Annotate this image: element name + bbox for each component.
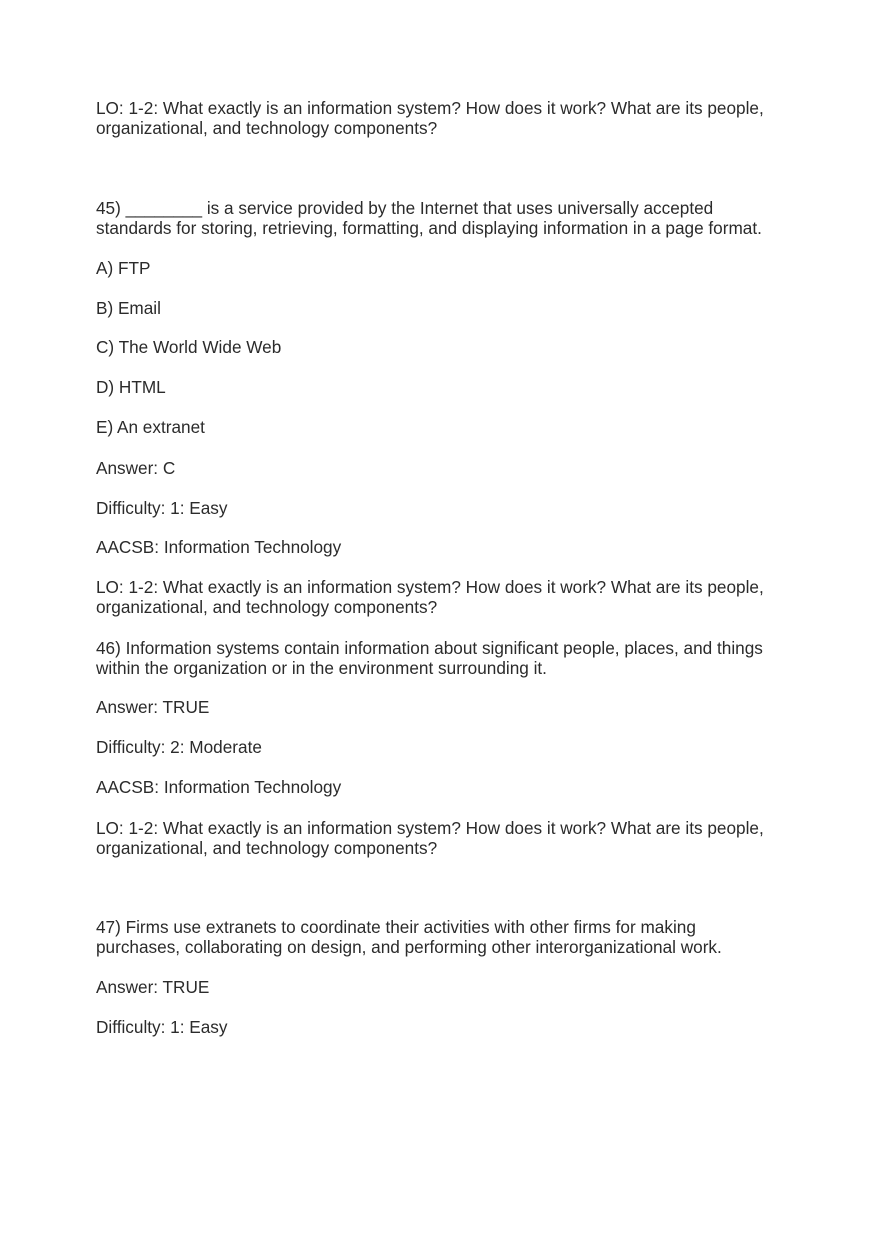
question-45-text: standards for storing, retrieving, formatting, and displaying information in a page format. [96, 218, 762, 238]
lo-text: LO: 1-2: What exactly is an information system? How does it work? What are its people, [96, 818, 764, 838]
option-d: D) HTML [96, 377, 166, 397]
question-46-text: within the organization or in the environment surrounding it. [96, 658, 547, 678]
difficulty-text: Difficulty: 1: Easy [96, 1017, 228, 1037]
question-47-text: purchases, collaborating on design, and performing other interorganizational work. [96, 937, 722, 957]
lo-text: organizational, and technology components? [96, 597, 438, 617]
answer-text: Answer: TRUE [96, 697, 210, 717]
difficulty-text: Difficulty: 1: Easy [96, 498, 228, 518]
option-c: C) The World Wide Web [96, 337, 282, 357]
lo-text: organizational, and technology components? [96, 118, 438, 138]
question-46-text: 46) Information systems contain information about significant people, places, and things [96, 638, 763, 658]
option-a: A) FTP [96, 258, 151, 278]
lo-text: organizational, and technology components? [96, 838, 438, 858]
lo-text: LO: 1-2: What exactly is an information system? How does it work? What are its people, [96, 577, 764, 597]
aacsb-text: AACSB: Information Technology [96, 777, 342, 797]
question-45-text: 45) ________ is a service provided by the Internet that uses universally accepted [96, 198, 714, 218]
difficulty-text: Difficulty: 2: Moderate [96, 737, 262, 757]
option-b: B) Email [96, 298, 161, 318]
answer-text: Answer: C [96, 458, 176, 478]
lo-text: LO: 1-2: What exactly is an information system? How does it work? What are its people, [96, 98, 764, 118]
question-47-text: 47) Firms use extranets to coordinate their activities with other firms for making [96, 917, 696, 937]
aacsb-text: AACSB: Information Technology [96, 537, 342, 557]
option-e: E) An extranet [96, 417, 205, 437]
answer-text: Answer: TRUE [96, 977, 210, 997]
